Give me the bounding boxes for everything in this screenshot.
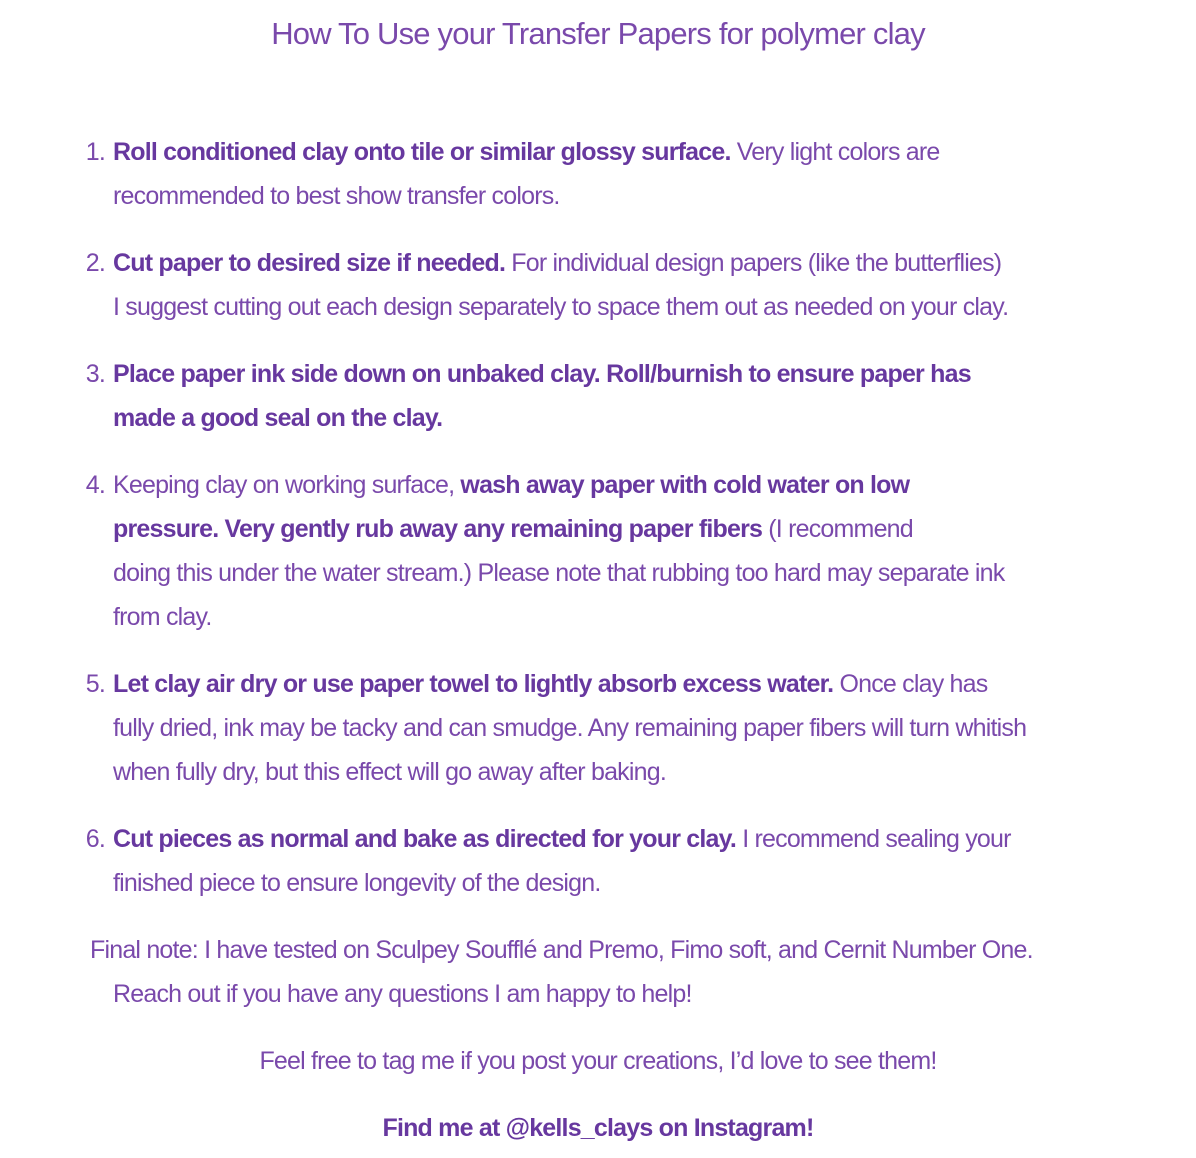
text-line bbox=[113, 750, 1196, 794]
list-marker: 1. bbox=[85, 138, 105, 166]
text-segment: Cut paper to desired size if needed. bbox=[113, 249, 506, 277]
text-segment: I recommend sealing your bbox=[736, 825, 1011, 853]
text-segment: Reach out if you have any questions I am happy to help! bbox=[113, 980, 692, 1008]
text-segment: recommended to best show transfer colors. bbox=[113, 182, 560, 210]
text-segment: Let clay air dry or use paper towel to lightly absorb excess water. bbox=[113, 670, 834, 698]
final-note bbox=[90, 928, 1196, 1016]
text-line bbox=[85, 817, 1196, 861]
text-line bbox=[85, 352, 1196, 396]
list-marker: 2. bbox=[85, 249, 105, 277]
text-segment: Once clay has bbox=[833, 670, 988, 698]
text-line bbox=[85, 241, 1196, 285]
text-segment: Roll conditioned clay onto tile or similar glossy surface. bbox=[113, 138, 731, 166]
list-marker: 6. bbox=[85, 825, 105, 853]
page-title: How To Use your Transfer Papers for polymer clay bbox=[271, 16, 925, 51]
text-segment: Very light colors are bbox=[730, 138, 940, 166]
text-line bbox=[85, 662, 1196, 706]
text-line bbox=[113, 174, 1196, 218]
list-item bbox=[85, 817, 1196, 905]
list-item bbox=[85, 241, 1196, 329]
text-segment: doing this under the water stream.) Please note that rubbing too hard may separate ink bbox=[113, 559, 1005, 587]
text-line bbox=[85, 130, 1196, 174]
text-line bbox=[113, 551, 1196, 595]
text-line bbox=[113, 861, 1196, 905]
text-segment: Keeping clay on working surface, bbox=[113, 471, 461, 499]
text-segment: Place paper ink side down on unbaked clay. Roll/burnish to ensure paper has bbox=[113, 360, 971, 388]
list-item bbox=[85, 352, 1196, 440]
text-segment: finished piece to ensure longevity of the design. bbox=[113, 869, 601, 897]
instagram-handle-text: Find me at @kells_clays on Instagram! bbox=[382, 1114, 814, 1142]
list-item bbox=[85, 463, 1196, 639]
list-marker: 3. bbox=[85, 360, 105, 388]
text-segment: (I recommend bbox=[762, 515, 913, 543]
text-line bbox=[113, 706, 1196, 750]
text-segment: Cut pieces as normal and bake as directed for your clay. bbox=[113, 825, 737, 853]
instruction-list bbox=[0, 130, 1196, 1016]
text-segment: Final note: I have tested on Sculpey Soufflé and Premo, Fimo soft, and Cernit Number One. bbox=[90, 936, 1033, 964]
text-line bbox=[113, 972, 1196, 1016]
text-segment: made a good seal on the clay. bbox=[113, 404, 443, 432]
text-segment: pressure. Very gently rub away any remaining paper fibers bbox=[113, 515, 763, 543]
text-line bbox=[113, 595, 1196, 639]
text-line bbox=[85, 463, 1196, 507]
text-line bbox=[113, 285, 1196, 329]
list-marker: 4. bbox=[85, 471, 105, 499]
list-item bbox=[85, 662, 1196, 794]
text-segment: fully dried, ink may be tacky and can smudge. Any remaining paper fibers will turn whitish bbox=[113, 714, 1027, 742]
text-segment: wash away paper with cold water on low bbox=[460, 471, 910, 499]
text-line bbox=[90, 928, 1196, 972]
text-line bbox=[113, 396, 1196, 440]
list-marker: 5. bbox=[85, 670, 105, 698]
text-segment: when fully dry, but this effect will go away after baking. bbox=[113, 758, 666, 786]
text-line bbox=[113, 507, 1196, 551]
text-segment: I suggest cutting out each design separately to space them out as needed on your clay. bbox=[113, 293, 1009, 321]
text-segment: For individual design papers (like the butterflies) bbox=[505, 249, 1002, 277]
tagline-text: Feel free to tag me if you post your creations, I’d love to see them! bbox=[259, 1047, 937, 1075]
text-segment: from clay. bbox=[113, 603, 212, 631]
list-item bbox=[85, 130, 1196, 218]
